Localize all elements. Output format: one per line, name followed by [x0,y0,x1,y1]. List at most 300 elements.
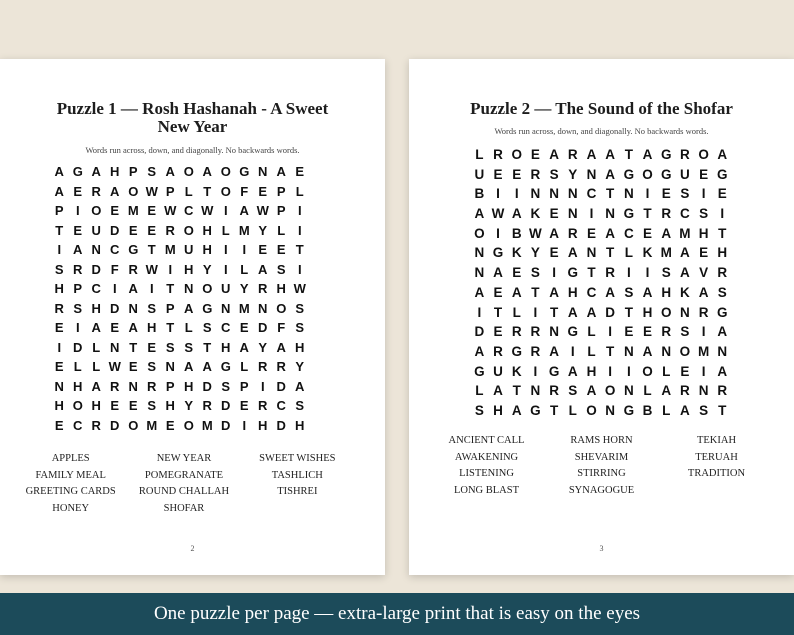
puzzle-page-1 [0,59,385,575]
grid-letter: E [699,245,709,261]
grid-letter: I [75,203,80,218]
grid-letter: I [701,324,706,340]
grid-letter: E [624,324,634,340]
grid-letter: I [297,261,302,277]
grid-letter: A [239,339,249,355]
grid-letter: A [605,166,616,182]
grid-letter: P [239,378,249,394]
puzzle-title: Puzzle 2 — The Sound of the Shofar [470,99,733,118]
grid-letter: T [549,304,559,320]
grid-letter: I [242,417,247,433]
grid-letter: E [128,398,138,413]
grid-letter: A [91,164,101,179]
grid-letter: I [701,363,706,379]
grid-letter: A [642,147,653,162]
grid-letter: A [567,245,578,261]
grid-letter: N [605,206,616,222]
grid-letter: S [73,300,83,316]
grid-letter: Y [258,339,268,355]
grid-letter: E [276,242,286,257]
grid-letter: G [623,206,635,222]
grid-letter: I [589,206,594,222]
grid-letter: G [623,402,635,418]
grid-letter: R [698,304,709,320]
grid-letter: W [145,183,158,199]
grid-letter: G [239,164,250,179]
grid-letter: S [295,320,305,335]
grid-letter: E [512,265,522,281]
word-list-item: HONEY [52,502,90,514]
grid-letter: I [168,261,173,277]
grid-letter: H [147,320,157,335]
grid-letter: G [567,324,579,340]
grid-letter: N [567,186,578,202]
grid-letter: S [147,300,157,316]
grid-letter: S [202,320,212,335]
grid-letter: R [605,265,616,281]
grid-letter: D [276,417,286,433]
grid-letter: S [276,261,286,277]
grid-letter: H [54,281,64,296]
grid-letter: S [54,261,64,277]
word-list-item: TERUAH [695,451,738,463]
grid-letter: H [586,363,597,379]
grid-letter: I [297,222,302,238]
grid-letter: D [110,417,120,433]
word-list-item: ROUND CHALLAH [138,486,230,498]
grid-letter: C [623,225,634,241]
grid-letter: T [718,402,727,418]
grid-letter: A [474,206,485,222]
grid-letter: T [166,281,175,296]
grid-letter: L [277,222,286,238]
grid-letter: H [698,225,709,241]
grid-letter: A [549,284,559,300]
grid-letter: N [586,166,597,182]
grid-letter: A [54,164,64,179]
grid-letter: S [680,324,690,340]
grid-letter: O [220,164,231,179]
grid-letter: S [184,339,194,355]
grid-letter: M [201,417,213,433]
grid-letter: L [92,339,101,355]
grid-letter: H [202,242,212,257]
grid-letter: D [91,261,101,277]
grid-letter: G [567,265,579,281]
grid-letter: R [511,324,522,340]
grid-letter: N [91,242,101,257]
grid-letter: M [679,225,691,241]
grid-letter: D [474,324,485,340]
grid-letter: U [493,363,503,379]
grid-letter: H [54,398,64,413]
grid-letter: I [57,339,62,355]
grid-letter: G [530,402,541,418]
grid-letter: L [568,402,577,418]
grid-letter: A [661,225,672,241]
grid-letter: A [717,363,728,379]
grid-letter: S [474,402,484,418]
grid-letter: N [567,206,578,222]
grid-letter: E [493,166,503,182]
word-list-item: TASHLICH [271,469,323,481]
grid-letter: H [642,304,653,320]
grid-letter: E [258,183,268,199]
word-list-column [127,451,240,517]
grid-letter: E [643,324,653,340]
grid-letter: E [54,320,64,335]
grid-letter: A [128,281,138,296]
word-list-item: TRADITION [687,468,746,480]
grid-letter: T [493,304,503,320]
grid-letter: S [549,166,559,182]
grid-letter: G [717,304,728,320]
grid-letter: N [623,383,634,399]
grid-letter: I [496,186,500,202]
grid-letter: W [164,203,177,218]
grid-letter: W [145,261,158,277]
grid-letter: B [474,186,485,202]
grid-letter: T [643,206,652,222]
grid-letter: K [680,284,690,300]
grid-letter: E [110,320,120,335]
grid-letter: N [530,186,541,202]
grid-letter: A [258,261,268,277]
grid-letter: L [587,324,596,340]
grid-letter: W [529,225,542,241]
grid-letter: H [661,284,672,300]
grid-letter: W [293,281,306,296]
word-list [14,451,354,517]
grid-letter: O [202,281,213,296]
puzzle-instructions: Words run across, down, and diagonally. No backwards words. [85,145,300,155]
grid-letter: I [242,242,247,257]
grid-letter: C [586,284,597,300]
grid-letter: A [184,300,194,316]
grid-letter: L [184,183,193,199]
grid-letter: E [512,166,522,182]
grid-letter: E [128,359,138,374]
grid-letter: N [661,343,672,359]
grid-letter: D [202,378,212,394]
grid-letter: I [223,261,228,277]
grid-letter: E [295,164,305,179]
grid-letter: N [680,304,690,320]
grid-letter: W [491,206,505,222]
grid-letter: S [699,206,709,222]
grid-letter: L [240,359,249,374]
word-list-column [241,451,354,517]
grid-letter: R [661,324,672,340]
grid-letter: R [493,147,503,162]
grid-letter: L [73,359,82,374]
grid-letter: P [73,281,83,296]
grid-letter: I [112,281,117,296]
grid-letter: T [147,242,156,257]
grid-letter: S [147,359,157,374]
grid-letter: A [91,378,101,394]
grid-letter: L [475,383,484,399]
grid-letter: E [493,284,503,300]
grid-letter: A [91,320,101,335]
grid-letter: T [203,339,212,355]
grid-letter: I [57,242,62,257]
grid-letter: E [73,183,83,199]
grid-letter: S [165,339,175,355]
grid-letter: E [661,186,671,202]
word-list-item: FAMILY MEAL [35,469,106,481]
grid-letter: N [54,378,64,394]
grid-letter: A [661,383,672,399]
grid-letter: L [295,183,304,199]
grid-letter: N [605,402,616,418]
grid-letter: R [530,324,541,340]
grid-letter: G [511,343,522,359]
grid-letter: T [718,225,727,241]
grid-letter: L [512,304,521,320]
grid-letter: E [54,417,64,433]
grid-letter: A [642,284,653,300]
grid-letter: R [493,343,503,359]
puzzle-instructions: Words run across, down, and diagonally. No backwards words. [494,126,709,136]
grid-letter: E [680,363,690,379]
grid-letter: H [184,261,194,277]
grid-letter: O [183,417,194,433]
grid-letter: A [549,225,559,241]
grid-letter: A [717,147,728,162]
grid-letter: A [276,164,286,179]
grid-letter: B [511,225,522,241]
grid-letter: E [147,339,157,355]
grid-letter: U [221,281,231,296]
grid-letter: H [295,417,305,433]
grid-letter: I [570,343,575,359]
letter-grid [50,162,309,435]
grid-letter: A [276,339,286,355]
grid-letter: W [256,203,269,218]
grid-letter: N [623,343,634,359]
grid-letter: I [720,206,725,222]
grid-letter: H [258,417,268,433]
grid-letter: T [55,222,64,238]
grid-letter: A [239,203,249,218]
grid-letter: A [73,242,83,257]
grid-letter: O [698,147,709,162]
grid-letter: A [680,265,690,281]
grid-letter: S [661,265,671,281]
grid-letter: O [183,164,194,179]
grid-letter: N [128,378,138,394]
grid-letter: R [91,417,101,433]
grid-letter: R [680,147,690,162]
grid-letter: R [717,383,728,399]
grid-letter: Y [202,261,212,277]
grid-letter: I [701,186,706,202]
grid-letter: R [680,383,690,399]
grid-letter: P [54,203,64,218]
grid-letter: N [698,383,709,399]
banner-text: One puzzle per page — extra-large print that is easy on the eyes [153,603,641,624]
grid-letter: W [201,203,214,218]
grid-letter: C [73,417,83,433]
grid-letter: H [221,339,231,355]
grid-letter: O [276,300,287,316]
grid-letter: A [511,402,522,418]
grid-letter: I [223,203,228,218]
grid-letter: N [474,245,485,261]
grid-letter: H [276,281,286,296]
grid-letter: R [128,261,138,277]
grid-letter: S [624,284,634,300]
grid-letter: A [184,359,194,374]
word-list-column [659,433,774,499]
grid-letter: O [183,222,194,238]
grid-letter: R [258,359,268,374]
grid-letter: F [110,261,119,277]
grid-letter: N [474,265,485,281]
grid-letter: S [295,398,305,413]
grid-letter: E [239,398,249,413]
grid-letter: O [642,166,653,182]
grid-letter: A [493,383,503,399]
grid-letter: T [606,343,615,359]
grid-letter: F [240,183,249,199]
grid-letter: R [530,166,541,182]
puzzle-title-line-1: Puzzle 1 — Rosh Hashanah - A Sweet [56,99,329,118]
grid-letter: E [54,359,64,374]
grid-letter: T [587,265,596,281]
grid-letter: H [184,378,194,394]
word-list-item: STIRRING [577,468,626,480]
grid-letter: R [258,281,268,296]
grid-letter: C [586,186,597,202]
word-list-item: TEKIAH [696,435,737,446]
grid-letter: A [642,343,653,359]
grid-letter: I [533,304,538,320]
grid-letter: E [147,222,157,238]
grid-letter: K [511,363,522,379]
grid-letter: N [530,383,541,399]
grid-letter: R [91,183,101,199]
grid-letter: N [717,343,728,359]
grid-letter: R [110,378,120,394]
grid-letter: N [165,359,175,374]
grid-letter: H [717,245,728,261]
grid-letter: C [184,203,194,218]
grid-letter: D [110,300,120,316]
grid-letter: N [623,186,634,202]
grid-letter: T [606,245,615,261]
grid-letter: A [680,245,690,261]
grid-letter: E [165,417,175,433]
grid-letter: P [276,203,286,218]
grid-letter: I [223,242,228,257]
grid-letter: I [514,186,519,202]
word-list-item: GREETING CARDS [25,486,116,498]
grid-letter: N [258,164,268,179]
grid-letter: S [699,402,709,418]
grid-letter: G [717,166,728,182]
grid-letter: A [474,284,485,300]
grid-letter: G [72,164,83,179]
grid-letter: O [679,343,691,359]
grid-letter: R [147,378,157,394]
grid-letter: E [110,203,120,218]
grid-letter: N [549,186,559,202]
page-number: 2 [190,544,195,553]
grid-letter: N [221,300,231,316]
grid-letter: D [258,320,268,335]
grid-letter: C [110,242,120,257]
grid-letter: E [128,222,138,238]
grid-letter: T [624,304,633,320]
grid-letter: P [276,183,286,199]
grid-letter: R [567,147,578,162]
grid-letter: D [73,339,83,355]
grid-letter: T [512,383,521,399]
grid-letter: P [165,378,175,394]
grid-letter: R [73,261,83,277]
grid-letter: M [238,300,250,316]
grid-letter: O [220,183,231,199]
grid-letter: A [493,265,503,281]
puzzle-page-2 [409,59,794,575]
grid-letter: A [605,147,616,162]
grid-letter: I [260,378,265,394]
grid-letter: G [660,166,672,182]
grid-letter: I [297,203,302,218]
grid-letter: D [110,222,120,238]
grid-letter: A [511,206,522,222]
grid-letter: C [276,398,286,413]
grid-letter: A [474,343,485,359]
grid-letter: K [511,245,522,261]
grid-letter: I [533,363,538,379]
grid-letter: S [568,383,578,399]
grid-letter: I [645,186,650,202]
grid-letter: F [277,320,286,335]
grid-letter: W [108,359,121,374]
grid-letter: U [680,166,690,182]
grid-letter: R [258,398,268,413]
grid-letter: A [295,378,305,394]
grid-letter: I [626,363,631,379]
grid-letter: P [165,300,175,316]
grid-letter: O [128,183,139,199]
word-list-column [544,433,659,499]
grid-letter: S [530,265,540,281]
grid-letter: C [680,206,690,222]
grid-letter: H [91,300,101,316]
grid-letter: V [699,265,709,281]
grid-letter: M [660,245,672,261]
grid-letter: R [530,343,541,359]
grid-letter: E [586,225,596,241]
grid-letter: O [474,225,485,241]
grid-letter: O [660,304,672,320]
grid-letter: E [73,222,83,238]
grid-letter: R [661,206,672,222]
grid-letter: I [75,320,80,335]
grid-letter: I [626,265,631,281]
word-list-item: TISHREI [277,486,318,498]
grid-letter: A [202,164,212,179]
grid-letter: P [165,183,175,199]
word-list-item: LONG BLAST [453,484,520,496]
word-list-item: APPLES [51,453,90,464]
grid-letter: R [54,300,64,316]
grid-letter: U [91,222,101,238]
